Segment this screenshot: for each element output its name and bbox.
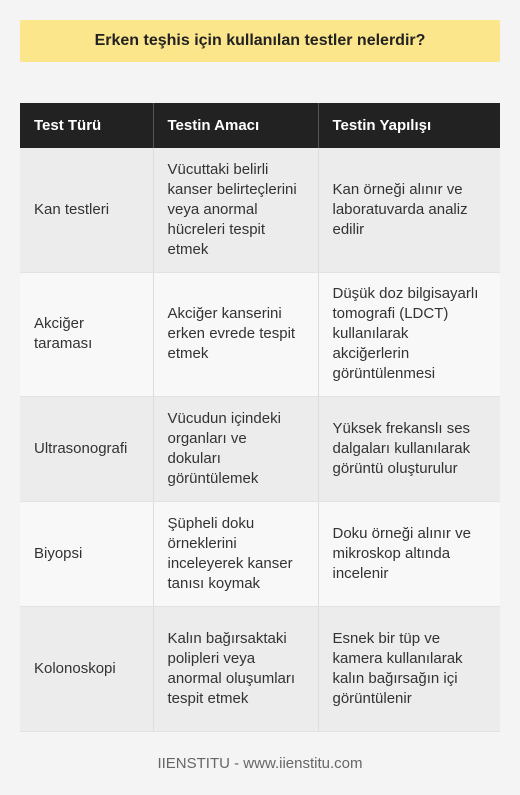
cell-test-type: Biyopsi xyxy=(20,501,153,606)
cell-test-type: Akciğer taraması xyxy=(20,272,153,396)
cell-test-purpose: Kalın bağırsaktaki polipleri veya anormal oluşumları tespit etmek xyxy=(153,606,318,731)
cell-test-type: Kan testleri xyxy=(20,148,153,272)
cell-test-procedure: Doku örneği alınır ve mikroskop altında incelenir xyxy=(318,501,500,606)
cell-test-procedure: Yüksek frekanslı ses dalgaları kullanılarak görüntü oluşturulur xyxy=(318,396,500,501)
header-test-purpose: Testin Amacı xyxy=(153,103,318,148)
cell-test-purpose: Vücuttaki belirli kanser belirteçlerini veya anormal hücreleri tespit etmek xyxy=(153,148,318,272)
cell-test-purpose: Şüpheli doku örneklerini inceleyerek kanser tanısı koymak xyxy=(153,501,318,606)
cell-test-procedure: Esnek bir tüp ve kamera kullanılarak kalın bağırsağın içi görüntülenir xyxy=(318,606,500,731)
cell-test-procedure: Düşük doz bilgisayarlı tomografi (LDCT) kullanılarak akciğerlerin görüntülenmesi xyxy=(318,272,500,396)
footer-credit: IIENSTITU - www.iienstitu.com xyxy=(157,755,363,772)
cell-test-type: Kolonoskopi xyxy=(20,606,153,731)
cell-test-purpose: Akciğer kanserini erken evrede tespit etmek xyxy=(153,272,318,396)
tests-table xyxy=(20,103,500,732)
table-row xyxy=(20,396,500,501)
table-header-row xyxy=(20,103,500,148)
table-row xyxy=(20,272,500,396)
table-row xyxy=(20,606,500,731)
cell-test-procedure: Kan örneği alınır ve laboratuvarda analiz edilir xyxy=(318,148,500,272)
cell-test-type: Ultrasonografi xyxy=(20,396,153,501)
table-row xyxy=(20,148,500,272)
header-test-type: Test Türü xyxy=(20,103,153,148)
table-row xyxy=(20,501,500,606)
page-title: Erken teşhis için kullanılan testler nelerdir? xyxy=(20,20,500,62)
header-test-procedure: Testin Yapılışı xyxy=(318,103,500,148)
cell-test-purpose: Vücudun içindeki organları ve dokuları görüntülemek xyxy=(153,396,318,501)
